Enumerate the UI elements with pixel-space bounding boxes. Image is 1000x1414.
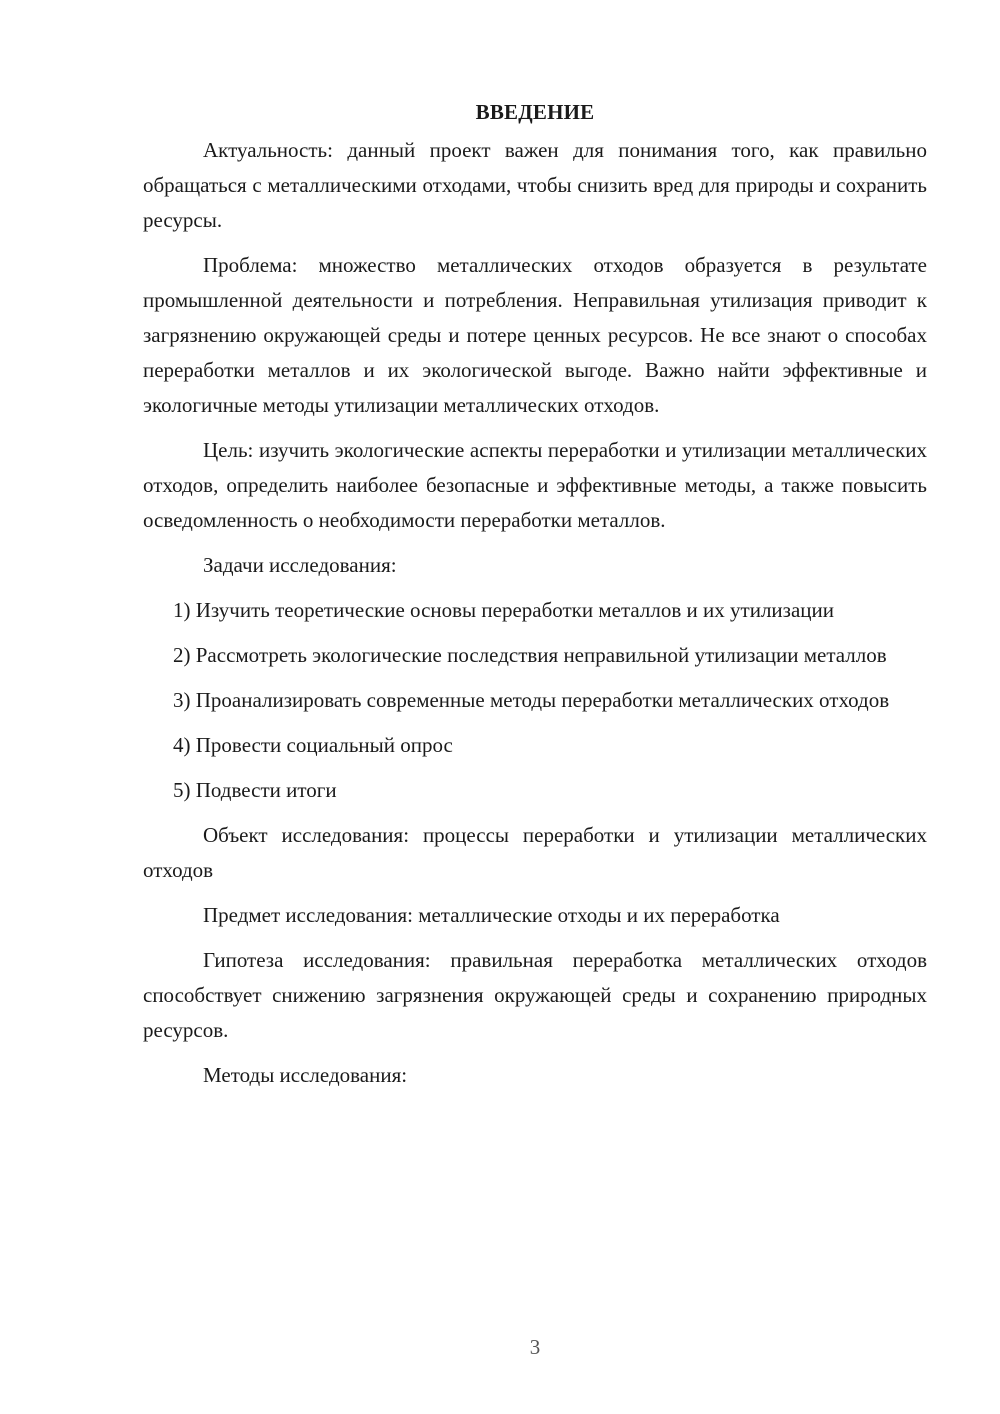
section-title: ВВЕДЕНИЕ <box>475 100 595 124</box>
task-item: 2) Рассмотреть экологические последствия неправильной утилизации металлов <box>173 643 887 667</box>
task-item: 3) Проанализировать современные методы переработки металлических отходов <box>173 688 890 712</box>
goal-paragraph: Цель: изучить экологические аспекты переработки и утилизации металлических отходов, определить наиболее безопасные и эффективные методы, а также повысить осведомленность о необходимости переработки металлов. <box>143 438 927 532</box>
tasks-heading: Задачи исследования: <box>203 553 397 577</box>
problem-paragraph: Проблема: множество металлических отходов образуется в результате промышленной деятельности и потребления. Неправильная утилизация приводит к загрязнению окружающей среды и потере ценных ресурсов. Не все знают о способах переработки металлов и их экологической выгоде. Важно найти эффективные и экологичные методы утилизации металлических отходов. <box>143 253 927 417</box>
subject-paragraph: Предмет исследования: металлические отходы и их переработка <box>203 903 780 927</box>
page-number: 3 <box>529 1335 541 1359</box>
page-content <box>143 95 927 1103</box>
task-item: 1) Изучить теоретические основы переработки металлов и их утилизации <box>173 598 834 622</box>
task-item: 4) Провести социальный опрос <box>173 733 453 757</box>
object-paragraph: Объект исследования: процессы переработки и утилизации металлических отходов <box>143 823 927 882</box>
relevance-paragraph: Актуальность: данный проект важен для понимания того, как правильно обращаться с металлическими отходами, чтобы снизить вред для природы и сохранить ресурсы. <box>143 138 927 232</box>
hypothesis-paragraph: Гипотеза исследования: правильная переработка металлических отходов способствует снижению загрязнения окружающей среды и сохранению природных ресурсов. <box>143 948 927 1042</box>
task-item: 5) Подвести итоги <box>173 778 337 802</box>
methods-paragraph: Методы исследования: <box>203 1063 408 1087</box>
